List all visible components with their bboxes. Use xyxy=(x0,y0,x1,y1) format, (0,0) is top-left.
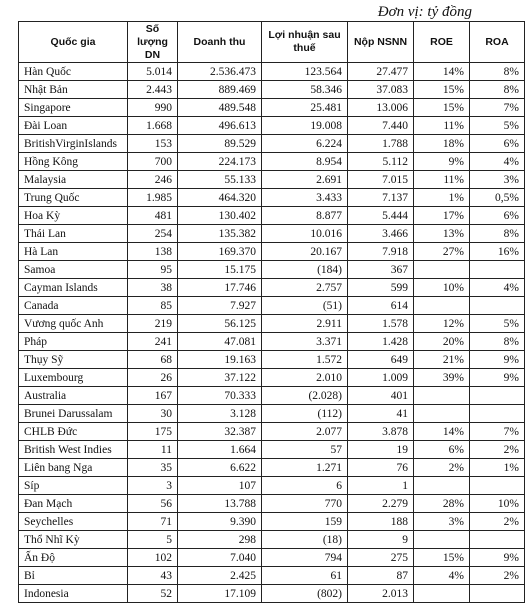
budget-cell: 1.009 xyxy=(348,369,414,387)
roe-cell: 1% xyxy=(414,189,470,207)
country-cell: Indonesia xyxy=(19,585,128,603)
roe-cell: 11% xyxy=(414,171,470,189)
profit-cell: (112) xyxy=(262,405,348,423)
profit-cell: 2.911 xyxy=(262,315,348,333)
roa-cell: 4% xyxy=(470,279,525,297)
enterprise-count-cell: 241 xyxy=(128,333,178,351)
roe-cell: 14% xyxy=(414,423,470,441)
profit-cell: 6.224 xyxy=(262,135,348,153)
budget-cell: 7.440 xyxy=(348,117,414,135)
enterprise-count-cell: 175 xyxy=(128,423,178,441)
profit-cell: 20.167 xyxy=(262,243,348,261)
table-row xyxy=(19,315,525,333)
revenue-cell: 70.333 xyxy=(178,387,262,405)
profit-cell: 2.077 xyxy=(262,423,348,441)
revenue-cell: 107 xyxy=(178,477,262,495)
roe-cell: 10% xyxy=(414,279,470,297)
enterprise-count-cell: 68 xyxy=(128,351,178,369)
revenue-cell: 3.128 xyxy=(178,405,262,423)
country-cell: Cayman Islands xyxy=(19,279,128,297)
budget-cell: 19 xyxy=(348,441,414,459)
budget-cell: 3.466 xyxy=(348,225,414,243)
table-row xyxy=(19,261,525,279)
profit-cell: (51) xyxy=(262,297,348,315)
country-cell: Thụy Sỹ xyxy=(19,351,128,369)
enterprise-count-cell: 43 xyxy=(128,567,178,585)
roa-cell: 5% xyxy=(470,315,525,333)
country-cell: Singapore xyxy=(19,99,128,117)
enterprise-count-cell: 26 xyxy=(128,369,178,387)
roe-cell xyxy=(414,585,470,603)
roe-cell: 11% xyxy=(414,117,470,135)
enterprise-count-cell: 481 xyxy=(128,207,178,225)
roa-cell xyxy=(470,261,525,279)
revenue-cell: 19.163 xyxy=(178,351,262,369)
profit-cell: 159 xyxy=(262,513,348,531)
revenue-cell: 298 xyxy=(178,531,262,549)
country-cell: CHLB Đức xyxy=(19,423,128,441)
country-cell: Hàn Quốc xyxy=(19,63,128,81)
table-row xyxy=(19,279,525,297)
profit-cell: 8.954 xyxy=(262,153,348,171)
country-cell: Hà Lan xyxy=(19,243,128,261)
budget-cell: 599 xyxy=(348,279,414,297)
profit-cell: 794 xyxy=(262,549,348,567)
fdi-country-table xyxy=(18,21,525,603)
profit-cell: 6 xyxy=(262,477,348,495)
table-row xyxy=(19,99,525,117)
revenue-cell: 130.402 xyxy=(178,207,262,225)
revenue-cell: 464.320 xyxy=(178,189,262,207)
roa-cell: 8% xyxy=(470,225,525,243)
revenue-cell: 7.927 xyxy=(178,297,262,315)
country-cell: Pháp xyxy=(19,333,128,351)
profit-cell: 57 xyxy=(262,441,348,459)
country-cell: Bỉ xyxy=(19,567,128,585)
roa-cell xyxy=(470,477,525,495)
table-row xyxy=(19,243,525,261)
enterprise-count-cell: 85 xyxy=(128,297,178,315)
profit-cell: 61 xyxy=(262,567,348,585)
table-row xyxy=(19,387,525,405)
revenue-cell: 17.109 xyxy=(178,585,262,603)
profit-cell: (18) xyxy=(262,531,348,549)
budget-cell: 1.428 xyxy=(348,333,414,351)
revenue-cell: 32.387 xyxy=(178,423,262,441)
budget-cell: 37.083 xyxy=(348,81,414,99)
roe-cell: 18% xyxy=(414,135,470,153)
country-cell: Canada xyxy=(19,297,128,315)
budget-cell: 2.013 xyxy=(348,585,414,603)
profit-cell: 3.371 xyxy=(262,333,348,351)
roe-cell xyxy=(414,261,470,279)
profit-cell: 1.271 xyxy=(262,459,348,477)
header-row xyxy=(19,22,525,63)
enterprise-count-cell: 5 xyxy=(128,531,178,549)
roe-cell: 12% xyxy=(414,315,470,333)
budget-cell: 13.006 xyxy=(348,99,414,117)
profit-cell: 1.572 xyxy=(262,351,348,369)
profit-cell: 2.010 xyxy=(262,369,348,387)
country-cell: Thái Lan xyxy=(19,225,128,243)
header-state-budget-paid: Nộp NSNN xyxy=(348,22,414,63)
table-row xyxy=(19,351,525,369)
revenue-cell: 2.425 xyxy=(178,567,262,585)
roe-cell: 3% xyxy=(414,513,470,531)
roe-cell: 15% xyxy=(414,99,470,117)
roa-cell: 0,5% xyxy=(470,189,525,207)
roa-cell: 4% xyxy=(470,153,525,171)
enterprise-count-cell: 990 xyxy=(128,99,178,117)
budget-cell: 27.477 xyxy=(348,63,414,81)
roe-cell: 6% xyxy=(414,441,470,459)
roe-cell xyxy=(414,531,470,549)
country-cell: Australia xyxy=(19,387,128,405)
table-row xyxy=(19,189,525,207)
table-row xyxy=(19,423,525,441)
enterprise-count-cell: 5.014 xyxy=(128,63,178,81)
roe-cell: 15% xyxy=(414,81,470,99)
enterprise-count-cell: 30 xyxy=(128,405,178,423)
table-row xyxy=(19,117,525,135)
profit-cell: 19.008 xyxy=(262,117,348,135)
roa-cell: 2% xyxy=(470,567,525,585)
country-cell: British West Indies xyxy=(19,441,128,459)
profit-cell: (2.028) xyxy=(262,387,348,405)
country-cell: Samoa xyxy=(19,261,128,279)
roe-cell: 28% xyxy=(414,495,470,513)
table-row xyxy=(19,225,525,243)
revenue-cell: 169.370 xyxy=(178,243,262,261)
roe-cell: 17% xyxy=(414,207,470,225)
roe-cell: 13% xyxy=(414,225,470,243)
table-row xyxy=(19,549,525,567)
roa-cell: 6% xyxy=(470,135,525,153)
roa-cell: 7% xyxy=(470,99,525,117)
roa-cell: 9% xyxy=(470,369,525,387)
country-cell: Síp xyxy=(19,477,128,495)
roe-cell: 21% xyxy=(414,351,470,369)
table-row xyxy=(19,153,525,171)
revenue-cell: 17.746 xyxy=(178,279,262,297)
roe-cell: 14% xyxy=(414,63,470,81)
budget-cell: 5.444 xyxy=(348,207,414,225)
roe-cell: 39% xyxy=(414,369,470,387)
table-row xyxy=(19,333,525,351)
roa-cell: 9% xyxy=(470,351,525,369)
enterprise-count-cell: 153 xyxy=(128,135,178,153)
roa-cell xyxy=(470,405,525,423)
profit-cell: 25.481 xyxy=(262,99,348,117)
table-row xyxy=(19,297,525,315)
roe-cell: 20% xyxy=(414,333,470,351)
profit-cell: 3.433 xyxy=(262,189,348,207)
table-body xyxy=(19,63,525,603)
budget-cell: 188 xyxy=(348,513,414,531)
revenue-cell: 13.788 xyxy=(178,495,262,513)
enterprise-count-cell: 52 xyxy=(128,585,178,603)
revenue-cell: 2.536.473 xyxy=(178,63,262,81)
country-cell: Trung Quốc xyxy=(19,189,128,207)
budget-cell: 41 xyxy=(348,405,414,423)
budget-cell: 649 xyxy=(348,351,414,369)
revenue-cell: 89.529 xyxy=(178,135,262,153)
table-row xyxy=(19,135,525,153)
roe-cell xyxy=(414,297,470,315)
budget-cell: 614 xyxy=(348,297,414,315)
roa-cell: 3% xyxy=(470,171,525,189)
budget-cell: 7.918 xyxy=(348,243,414,261)
enterprise-count-cell: 71 xyxy=(128,513,178,531)
roa-cell: 7% xyxy=(470,423,525,441)
roa-cell: 2% xyxy=(470,441,525,459)
country-cell: BritishVirginIslands xyxy=(19,135,128,153)
revenue-cell: 9.390 xyxy=(178,513,262,531)
table-row xyxy=(19,369,525,387)
table-row xyxy=(19,513,525,531)
profit-cell: 2.757 xyxy=(262,279,348,297)
revenue-cell: 56.125 xyxy=(178,315,262,333)
country-cell: Seychelles xyxy=(19,513,128,531)
country-cell: Ấn Độ xyxy=(19,549,128,567)
revenue-cell: 6.622 xyxy=(178,459,262,477)
roe-cell: 27% xyxy=(414,243,470,261)
roa-cell: 8% xyxy=(470,63,525,81)
roa-cell xyxy=(470,531,525,549)
revenue-cell: 7.040 xyxy=(178,549,262,567)
budget-cell: 5.112 xyxy=(348,153,414,171)
roe-cell xyxy=(414,477,470,495)
profit-cell: 58.346 xyxy=(262,81,348,99)
revenue-cell: 496.613 xyxy=(178,117,262,135)
header-profit-after-tax: Lợi nhuận sau thuế xyxy=(262,22,348,63)
enterprise-count-cell: 246 xyxy=(128,171,178,189)
header-roa: ROA xyxy=(470,22,525,63)
enterprise-count-cell: 219 xyxy=(128,315,178,333)
table-row xyxy=(19,405,525,423)
country-cell: Hồng Kông xyxy=(19,153,128,171)
table-row xyxy=(19,459,525,477)
roa-cell: 6% xyxy=(470,207,525,225)
unit-note: Đơn vị: tỷ đồng xyxy=(377,4,472,20)
revenue-cell: 55.133 xyxy=(178,171,262,189)
budget-cell: 1.788 xyxy=(348,135,414,153)
header-enterprise-count: Số lượng DN xyxy=(128,22,178,63)
revenue-cell: 135.382 xyxy=(178,225,262,243)
budget-cell: 7.137 xyxy=(348,189,414,207)
roe-cell: 15% xyxy=(414,549,470,567)
budget-cell: 7.015 xyxy=(348,171,414,189)
revenue-cell: 889.469 xyxy=(178,81,262,99)
enterprise-count-cell: 11 xyxy=(128,441,178,459)
header-country: Quốc gia xyxy=(19,22,128,63)
country-cell: Vương quốc Anh xyxy=(19,315,128,333)
country-cell: Đài Loan xyxy=(19,117,128,135)
country-cell: Liên bang Nga xyxy=(19,459,128,477)
revenue-cell: 1.664 xyxy=(178,441,262,459)
country-cell: Thổ Nhĩ Kỳ xyxy=(19,531,128,549)
roe-cell xyxy=(414,387,470,405)
budget-cell: 401 xyxy=(348,387,414,405)
header-roe: ROE xyxy=(414,22,470,63)
roa-cell xyxy=(470,387,525,405)
budget-cell: 1 xyxy=(348,477,414,495)
roa-cell xyxy=(470,297,525,315)
profit-cell: 123.564 xyxy=(262,63,348,81)
enterprise-count-cell: 1.985 xyxy=(128,189,178,207)
enterprise-count-cell: 35 xyxy=(128,459,178,477)
roa-cell: 8% xyxy=(470,333,525,351)
country-cell: Nhật Bản xyxy=(19,81,128,99)
enterprise-count-cell: 2.443 xyxy=(128,81,178,99)
roa-cell: 1% xyxy=(470,459,525,477)
table-row xyxy=(19,171,525,189)
table-row xyxy=(19,585,525,603)
revenue-cell: 224.173 xyxy=(178,153,262,171)
roa-cell: 16% xyxy=(470,243,525,261)
revenue-cell: 489.548 xyxy=(178,99,262,117)
roe-cell: 9% xyxy=(414,153,470,171)
budget-cell: 3.878 xyxy=(348,423,414,441)
revenue-cell: 15.175 xyxy=(178,261,262,279)
roa-cell: 8% xyxy=(470,81,525,99)
budget-cell: 275 xyxy=(348,549,414,567)
roa-cell: 10% xyxy=(470,495,525,513)
header-revenue: Doanh thu xyxy=(178,22,262,63)
table-row xyxy=(19,495,525,513)
profit-cell: 10.016 xyxy=(262,225,348,243)
enterprise-count-cell: 1.668 xyxy=(128,117,178,135)
table-row xyxy=(19,531,525,549)
enterprise-count-cell: 95 xyxy=(128,261,178,279)
profit-cell: 770 xyxy=(262,495,348,513)
budget-cell: 9 xyxy=(348,531,414,549)
budget-cell: 2.279 xyxy=(348,495,414,513)
roe-cell: 4% xyxy=(414,567,470,585)
budget-cell: 87 xyxy=(348,567,414,585)
roe-cell: 2% xyxy=(414,459,470,477)
profit-cell: (802) xyxy=(262,585,348,603)
table-row xyxy=(19,441,525,459)
country-cell: Malaysia xyxy=(19,171,128,189)
roa-cell: 9% xyxy=(470,549,525,567)
table-row xyxy=(19,81,525,99)
roa-cell: 2% xyxy=(470,513,525,531)
revenue-cell: 37.122 xyxy=(178,369,262,387)
roa-cell: 5% xyxy=(470,117,525,135)
budget-cell: 367 xyxy=(348,261,414,279)
enterprise-count-cell: 138 xyxy=(128,243,178,261)
country-cell: Hoa Kỳ xyxy=(19,207,128,225)
profit-cell: 8.877 xyxy=(262,207,348,225)
enterprise-count-cell: 56 xyxy=(128,495,178,513)
country-cell: Luxembourg xyxy=(19,369,128,387)
budget-cell: 76 xyxy=(348,459,414,477)
country-cell: Đan Mạch xyxy=(19,495,128,513)
enterprise-count-cell: 167 xyxy=(128,387,178,405)
profit-cell: 2.691 xyxy=(262,171,348,189)
enterprise-count-cell: 254 xyxy=(128,225,178,243)
enterprise-count-cell: 700 xyxy=(128,153,178,171)
enterprise-count-cell: 3 xyxy=(128,477,178,495)
revenue-cell: 47.081 xyxy=(178,333,262,351)
roe-cell xyxy=(414,405,470,423)
table-row xyxy=(19,477,525,495)
enterprise-count-cell: 38 xyxy=(128,279,178,297)
budget-cell: 1.578 xyxy=(348,315,414,333)
roa-cell xyxy=(470,585,525,603)
table-row xyxy=(19,207,525,225)
enterprise-count-cell: 102 xyxy=(128,549,178,567)
country-cell: Brunei Darussalam xyxy=(19,405,128,423)
table-row xyxy=(19,63,525,81)
profit-cell: (184) xyxy=(262,261,348,279)
